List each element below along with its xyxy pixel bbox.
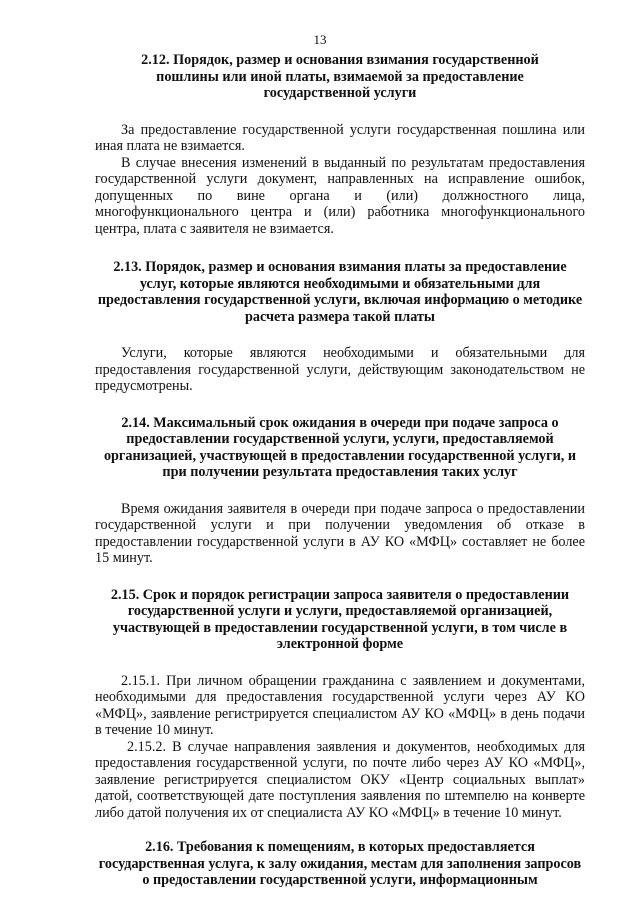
section-2-13	[95, 259, 585, 395]
paragraph: 2.15.2. В случае направления заявления и документов, необходимых для предоставления государственной услуги, по почте либо через АУ КО «МФЦ», заявление регистрируется специалистом ОКУ «Центр социальных выплат» датой, соответствующей дате поступления заявления по штемпелю на конверте либо датой получения их от специалиста АУ КО «МФЦ» в течение 10 минут.	[95, 738, 585, 821]
paragraph: За предоставление государственной услуги государственная пошлина или иная плата не взимается.	[95, 121, 585, 154]
section-2-16	[95, 839, 585, 889]
section-heading: 2.15. Срок и порядок регистрации запроса заявителя о предоставлении государственной услуги и услуги, предоставляемой организацией, участвующей в предоставлении государственной услуги, в том числе в электронной форме	[110, 586, 570, 652]
section-heading: 2.13. Порядок, размер и основания взимания платы за предоставление услуг, которые являются необходимыми и обязательными для предоставления государственной услуги, включая информацию о методике расчета размера такой платы	[97, 259, 583, 325]
section-2-14	[95, 415, 585, 567]
paragraph: 2.15.1. При личном обращении гражданина с заявлением и документами, необходимыми для предоставления государственной услуги через АУ КО «МФЦ», заявление регистрируется специалистом АУ КО «МФЦ» в день подачи в течение 10 минут.	[95, 672, 585, 738]
section-heading: 2.14. Максимальный срок ожидания в очереди при подаче запроса о предоставлении государственной услуги, услуги, предоставляемой организацией, участвующей в предоставлении государственной услуги, и при получении результата предоставления таких услуг	[103, 414, 577, 480]
paragraph: Время ожидания заявителя в очереди при подаче запроса о предоставлении государственной услуги и при получении уведомления об отказе в предоставлении государственной услуги в АУ КО «МФЦ» составляет не более 15 минут.	[95, 500, 585, 566]
section-heading: 2.16. Требования к помещениям, в которых предоставляется государственная услуга, к залу ожидания, местам для заполнения запросов о предоставлении государственной услуги, информационным	[98, 839, 582, 888]
paragraph: В случае внесения изменений в выданный по результатам предоставления государственной услуги документ, направленных на исправление ошибок, допущенных по вине органа и (или) должностного лица, многофункционального центра и (или) работника многофункционального центра, плата с заявителя не взимается.	[95, 154, 585, 237]
section-2-12	[95, 52, 585, 237]
paragraph: Услуги, которые являются необходимыми и обязательными для предоставления государственной услуги, действующим законодательством не предусмотрены.	[95, 345, 585, 394]
document-content	[95, 52, 585, 889]
section-2-15	[95, 587, 585, 822]
section-heading: 2.12. Порядок, размер и основания взимания государственной пошлины или иной платы, взимаемой за предоставление государственной услуги	[141, 52, 539, 101]
page-number: 13	[313, 32, 327, 47]
